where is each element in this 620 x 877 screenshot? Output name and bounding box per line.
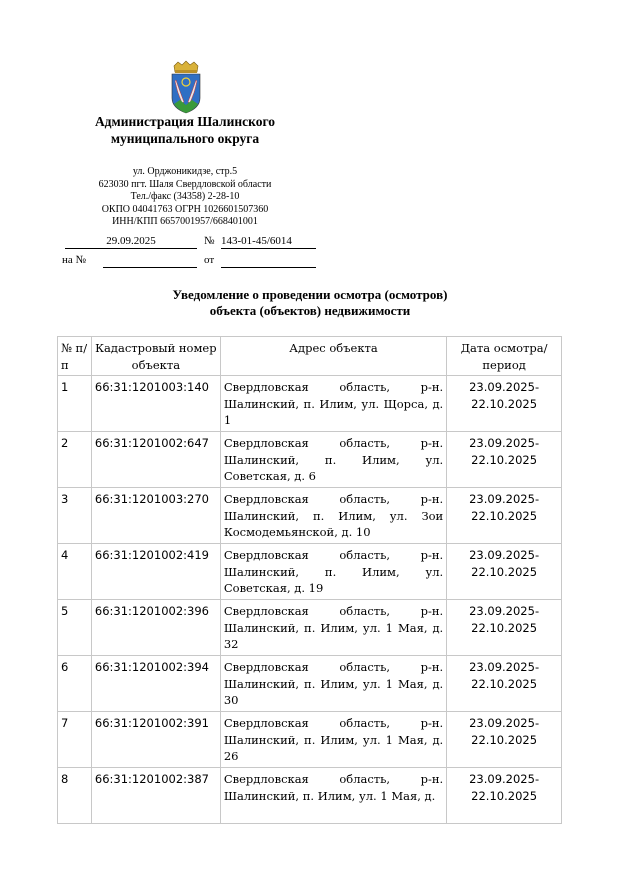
organization-name: Администрация Шалинского муниципального округа: [94, 114, 276, 146]
address-line: ул. Орджоникидзе, стр.5: [132, 166, 238, 177]
table-row: 1 66:31:1201003:140 Свердловская область, р-н. Шалинский, п. Илим, ул. Щорса, д. 1 23.09.2025-22.10.2025: [58, 376, 562, 432]
table-row: 7 66:31:1201002:391 Свердловская область, р-н. Шалинский, п. Илим, ул. 1 Мая, д. 26 23.09.2025-22.10.2025: [58, 712, 562, 768]
okpo-ogrn-line: ОКПО 04041763 ОГРН 1026601507360: [101, 203, 269, 215]
inn-kpp-line: ИНН/КПП 6657001957/668401001: [112, 216, 258, 228]
col-header-cadastral: Кадастровый номер объекта: [91, 337, 220, 376]
table-row: 5 66:31:1201002:396 Свердловская область, р-н. Шалинский, п. Илим, ул. 1 Мая, д. 32 23.09.2025-22.10.2025: [58, 600, 562, 656]
ref-number-field: [103, 253, 197, 268]
col-header-address: Адрес объекта: [220, 337, 446, 376]
ref-number-label: на №: [62, 254, 87, 266]
col-header-number: № п/п: [58, 337, 92, 376]
postal-line: 623030 пгт. Шаля Свердловской области: [98, 178, 272, 190]
outgoing-date: 29.09.2025: [65, 234, 197, 249]
from-label: от: [204, 254, 215, 266]
document-title: Уведомление о проведении осмотра (осмотров) объекта (объектов) недвижимости: [172, 287, 448, 318]
table-row: 4 66:31:1201002:419 Свердловская область, р-н. Шалинский, п. Илим, ул. Советская, д. 19 23.09.2025-22.10.2025: [58, 544, 562, 600]
col-header-date: Дата осмотра/ период: [447, 337, 562, 376]
table-row: 3 66:31:1201003:270 Свердловская область, р-н. Шалинский, п. Илим, ул. Зои Космодемьянской, д. 10 23.09.2025-22.10.2025: [58, 488, 562, 544]
outgoing-number: 143-01-45/6014: [221, 234, 316, 249]
table-row: 8 66:31:1201002:387 Свердловская область, р-н. Шалинский, п. Илим, ул. 1 Мая, д. 23.09.2025-22.10.2025: [58, 768, 562, 824]
objects-table: [57, 336, 562, 824]
organization-contacts: [60, 166, 310, 229]
number-label: №: [204, 235, 215, 247]
table-row: 2 66:31:1201002:647 Свердловская область, р-н. Шалинский, п. Илим, ул. Советская, д. 6 23.09.2025-22.10.2025: [58, 432, 562, 488]
table-header-row: [58, 337, 562, 376]
coat-of-arms-icon: [166, 60, 206, 114]
table-row: 6 66:31:1201002:394 Свердловская область, р-н. Шалинский, п. Илим, ул. 1 Мая, д. 30 23.09.2025-22.10.2025: [58, 656, 562, 712]
from-date-field: [221, 253, 316, 268]
phone-line: Тел./факс (34358) 2-28-10: [130, 191, 240, 203]
